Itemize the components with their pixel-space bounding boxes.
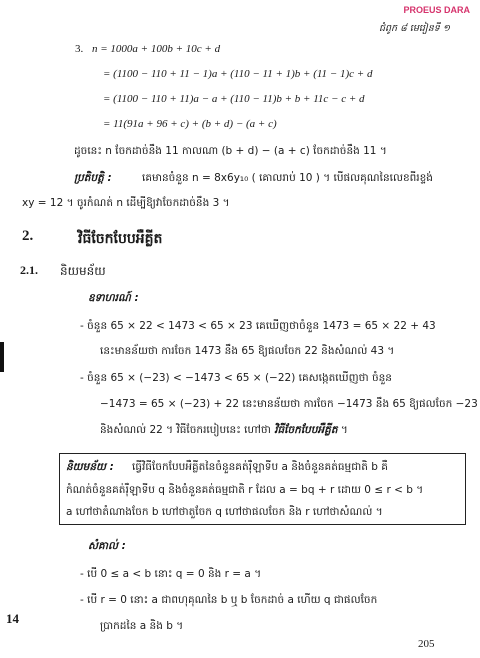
proof-item-number: 3.	[75, 43, 84, 55]
example-bullet-2-line-3	[100, 424, 348, 439]
proof-line-3: = (1100 − 110 + 11)a − a + (110 − 11)b + b + 11c − c + d	[103, 93, 365, 105]
subsection-title: និយមន័យ	[60, 264, 106, 278]
exercise-label: ប្រតិបត្តិ :	[74, 172, 112, 184]
chapter-header: ជំពូក ៨ មេរៀនទី ១	[378, 23, 450, 34]
note-bullet-2-line-2: ប្រាកដនៃ a និង b ។	[100, 620, 184, 632]
left-margin-number: 14	[6, 611, 19, 626]
euclid-term: វិធីចែកបែបអឺគ្លីត	[274, 424, 338, 436]
example-conclusion-end: ។	[340, 424, 348, 436]
definition-line-2: កំណត់ចំនួនគត់រ៉ឺឡាទីប q និងចំនួនគត់ធម្មជាតិ r ដែល a = bq + r ដោយ 0 ≤ r < b ។	[66, 484, 424, 496]
example-bullet-2-line-1: - ចំនួន 65 × (−23) < −1473 < 65 × (−22) គេសង្កេតឃើញថា ចំនួន	[80, 372, 392, 384]
brand-watermark: PROEUS DARA	[403, 5, 470, 15]
definition-label: និយមន័យ :	[66, 461, 114, 473]
proof-conclusion: ដូចនេះ n ចែកដាច់នឹង 11 កាលណា (b + d) − (a + c) ចែកដាច់នឹង 11 ។	[74, 145, 387, 157]
example-label: ឧទាហរណ៍ :	[88, 292, 139, 304]
exercise-line-1: គេមានចំនួន n = 8x6y₁₀ ( គោលរាប់ 10 ) ។ បើផលគុណនៃលេខពីរខ្ទង់	[142, 172, 433, 184]
subsection-number: 2.1.	[20, 263, 38, 277]
margin-marker	[0, 342, 4, 372]
page-number: 205	[418, 638, 435, 650]
proof-line-4: = 11(91a + 96 + c) + (b + d) − (a + c)	[103, 118, 277, 130]
example-conclusion-text: និងសំណល់ 22 ។ វិធីចែករបៀបនេះ ហៅថា	[100, 424, 271, 436]
definition-line-3: a ហៅថាតំណាងចែក b ហៅថាតួចែក q ហៅថាផលចែក និង r ហៅថាសំណល់ ។	[66, 506, 383, 518]
exercise-line-2: xy = 12 ។ ចូរកំណត់ n ដើម្បីឱ្យវាចែកដាច់នឹង 3 ។	[22, 197, 230, 209]
note-label: សំគាល់ :	[88, 540, 126, 552]
proof-line-1: n = 1000a + 100b + 10c + d	[92, 43, 221, 55]
proof-line-2: = (1100 − 110 + 11 − 1)a + (110 − 11 + 1)b + (11 − 1)c + d	[103, 68, 373, 80]
note-bullet-1: - បើ 0 ≤ a < b នោះ q = 0 និង r = a ។	[80, 568, 262, 580]
example-bullet-1-line-2: នេះមានន័យថា ការចែក 1473 នឹង 65 ឱ្យផលចែក 22 និងសំណល់ 43 ។	[100, 345, 395, 357]
section-title: វិធីចែកបែបអឺគ្លីត	[78, 231, 163, 247]
note-bullet-2-line-1: - បើ r = 0 នោះ a ជាពហុគុណនៃ b ឬ b ចែកដាច់ a ហើយ q ជាផលចែក	[80, 594, 378, 606]
definition-line-1: ធ្វើវិធីចែកបែបអឺគ្លីតនៃចំនួនគត់រ៉ឺឡាទីប a និងចំនួនគត់ធម្មជាតិ b គឺ	[132, 461, 388, 473]
example-bullet-1-line-1: - ចំនួន 65 × 22 < 1473 < 65 × 23 គេឃើញថាចំនួន 1473 = 65 × 22 + 43	[80, 320, 436, 332]
section-number: 2.	[22, 228, 34, 244]
example-bullet-2-line-2: −1473 = 65 × (−23) + 22 នេះមានន័យថា ការចែក −1473 នឹង 65 ឱ្យផលចែក −23	[100, 398, 478, 410]
